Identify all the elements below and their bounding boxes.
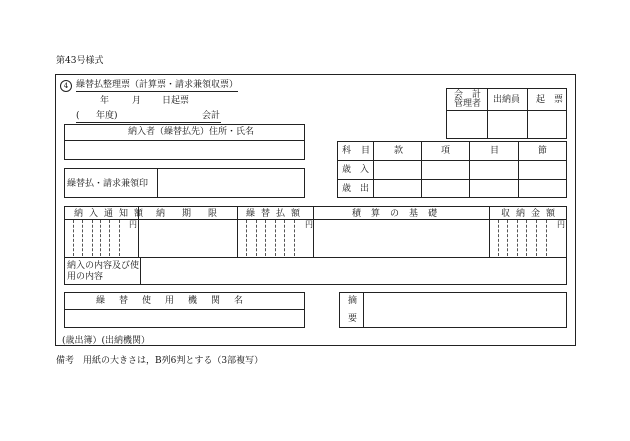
- contents-label-2: 用の内容: [67, 272, 104, 282]
- fiscal-open: (: [76, 111, 80, 121]
- agency-label: 繰替使用機関名: [96, 296, 258, 306]
- yen-notice: 円: [129, 220, 137, 229]
- fiscal-account: 会計: [202, 111, 221, 121]
- accountant-label: 会 計: [454, 90, 482, 100]
- expenditure-label: 歳 出: [342, 184, 370, 194]
- drafter-label: 起 票: [536, 95, 564, 105]
- budget-header-moku: 目: [361, 146, 371, 156]
- yen-received: 円: [557, 220, 565, 229]
- circle-mark: 4: [60, 80, 72, 92]
- summary-box: [339, 292, 567, 328]
- budget-header-setsu: 節: [538, 146, 548, 156]
- footer-label: (歳出簿）(出納機関）: [62, 336, 151, 346]
- form-number: 第43号様式: [56, 56, 104, 66]
- fiscal-year: 年度): [96, 111, 118, 121]
- header-deadline: 納 期 限: [156, 209, 222, 219]
- header-notice-amount: 納入通知額: [74, 209, 150, 219]
- header-substitute-payment: 繰替払額: [246, 209, 307, 219]
- fiscal-underline: [76, 122, 221, 123]
- yen-substitute: 円: [305, 220, 313, 229]
- summary-label-1: 摘: [348, 296, 358, 306]
- budget-header-moku2: 目: [490, 146, 500, 156]
- header-received-amount: 収納金額: [501, 209, 562, 219]
- payer-label: 納入者（繰替払先）住所・氏名: [128, 127, 255, 137]
- form-title: 繰替払整理票（計算票・請求兼領収票）: [76, 80, 239, 90]
- date-year: 年: [100, 96, 110, 106]
- budget-table: [337, 141, 567, 198]
- date-month: 月: [132, 96, 142, 106]
- receipt-label: 繰替払・請求兼領印: [67, 179, 149, 189]
- header-calc-basis: 積算の基礎: [352, 209, 448, 219]
- manager-label: 管理者: [454, 99, 482, 109]
- remarks: 備考 用紙の大きさは，B列6判とする（3部複写）: [56, 356, 264, 366]
- budget-header-kou: 項: [441, 146, 451, 156]
- date-day: 日起票: [162, 96, 190, 106]
- revenue-label: 歳 入: [342, 165, 370, 175]
- budget-header-kan: 款: [394, 146, 404, 156]
- cashier-label: 出納員: [493, 95, 521, 105]
- budget-header-ka: 科: [342, 146, 352, 156]
- summary-label-2: 要: [348, 314, 358, 324]
- contents-label-1: 納入の内容及び使: [67, 261, 140, 271]
